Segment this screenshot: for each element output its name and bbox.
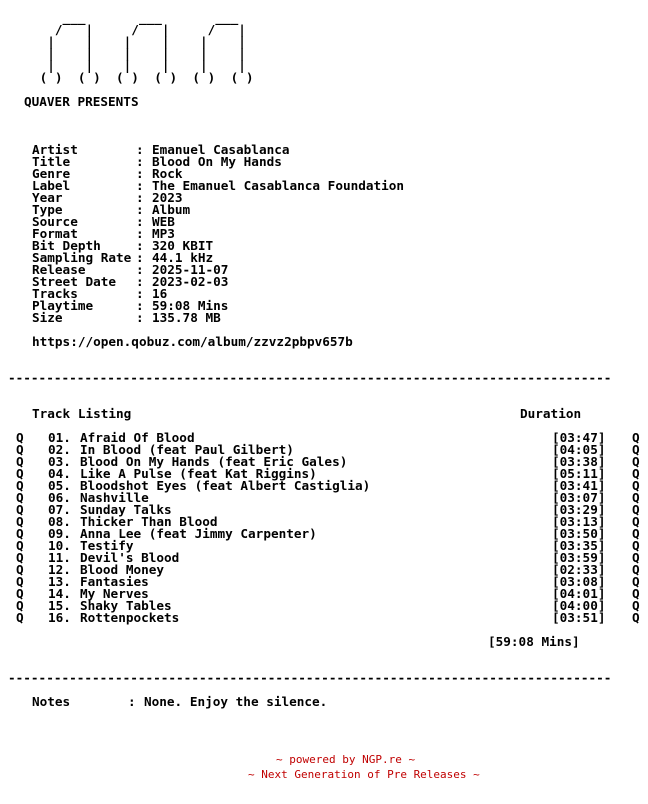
info-colon: : [136,310,144,325]
track-marker-right: Q [632,430,640,445]
track-number: 04. [48,466,71,481]
track-duration: [03:08] [552,574,606,589]
track-title: Sunday Talks [80,502,172,517]
track-number: 06. [48,490,71,505]
info-value: 44.1 kHz [152,250,214,265]
track-marker-right: Q [632,502,640,517]
track-marker-left: Q [16,598,24,613]
info-label: Playtime [32,298,94,313]
track-duration: [03:35] [552,538,606,553]
info-colon: : [136,214,144,229]
info-colon: : [136,298,144,313]
info-value: Album [152,202,191,217]
track-marker-right: Q [632,490,640,505]
info-value: 2023-02-03 [152,274,229,289]
notes-colon: : [128,694,136,709]
track-marker-left: Q [16,502,24,517]
track-marker-right: Q [632,514,640,529]
track-duration: [04:05] [552,442,606,457]
track-marker-left: Q [16,430,24,445]
track-number: 12. [48,562,71,577]
track-marker-left: Q [16,466,24,481]
info-value: Emanuel Casablanca [152,142,290,157]
info-label: Tracks [32,286,78,301]
track-title: Like A Pulse (feat Kat Riggins) [80,466,317,481]
info-label: Sampling Rate [32,250,132,265]
info-value: WEB [152,214,175,229]
track-marker-right: Q [632,538,640,553]
track-marker-left: Q [16,574,24,589]
track-title: Blood On My Hands (feat Eric Gales) [80,454,348,469]
info-colon: : [136,178,144,193]
track-number: 13. [48,574,71,589]
track-marker-right: Q [632,610,640,625]
info-value: MP3 [152,226,175,241]
separator-bottom: ------------------------------------------------------------------------------- [8,670,612,685]
track-duration: [04:00] [552,598,606,613]
info-value: 2025-11-07 [152,262,229,277]
track-marker-left: Q [16,562,24,577]
track-duration: [05:11] [552,466,606,481]
track-title: Bloodshot Eyes (feat Albert Castiglia) [80,478,371,493]
track-marker-left: Q [16,526,24,541]
total-playtime: [59:08 Mins] [488,634,580,649]
group-title: QUAVER PRESENTS [24,94,139,109]
track-marker-right: Q [632,478,640,493]
separator-top: ------------------------------------------------------------------------------- [8,370,612,385]
notes-label: Notes [32,694,71,709]
track-number: 08. [48,514,71,529]
track-marker-left: Q [16,478,24,493]
track-number: 10. [48,538,71,553]
track-number: 15. [48,598,71,613]
track-marker-right: Q [632,574,640,589]
track-number: 02. [48,442,71,457]
info-colon: : [136,250,144,265]
track-title: Nashville [80,490,149,505]
track-title: Fantasies [80,574,149,589]
track-duration: [03:50] [552,526,606,541]
info-colon: : [136,286,144,301]
info-label: Size [32,310,63,325]
info-label: Year [32,190,63,205]
info-label: Genre [32,166,71,181]
track-marker-left: Q [16,442,24,457]
info-label: Release [32,262,86,277]
track-number: 16. [48,610,71,625]
track-number: 09. [48,526,71,541]
track-marker-left: Q [16,490,24,505]
info-label: Source [32,214,78,229]
track-duration: [03:07] [552,490,606,505]
track-number: 14. [48,586,71,601]
track-marker-right: Q [632,586,640,601]
album-url[interactable]: https://open.qobuz.com/album/zzvz2pbpv657b [32,334,353,349]
track-number: 05. [48,478,71,493]
track-marker-right: Q [632,598,640,613]
track-duration: [03:51] [552,610,606,625]
info-value: Rock [152,166,183,181]
track-duration: [03:41] [552,478,606,493]
info-label: Format [32,226,78,241]
track-marker-left: Q [16,586,24,601]
track-title: Afraid Of Blood [80,430,195,445]
notes-value: None. Enjoy the silence. [144,694,328,709]
info-label: Street Date [32,274,117,289]
info-label: Artist [32,142,78,157]
info-label: Title [32,154,71,169]
track-marker-right: Q [632,526,640,541]
track-title: Anna Lee (feat Jimmy Carpenter) [80,526,317,541]
track-title: Rottenpockets [80,610,180,625]
track-marker-left: Q [16,550,24,565]
footer-powered-by: ~ powered by NGP.re ~ [276,753,416,766]
track-number: 07. [48,502,71,517]
track-duration: [03:29] [552,502,606,517]
info-value: Blood On My Hands [152,154,282,169]
track-title: Testify [80,538,134,553]
track-duration: [04:01] [552,586,606,601]
info-label: Bit Depth [32,238,101,253]
info-colon: : [136,262,144,277]
info-value: 59:08 Mins [152,298,229,313]
info-value: 2023 [152,190,183,205]
info-colon: : [136,154,144,169]
track-marker-right: Q [632,550,640,565]
track-marker-left: Q [16,610,24,625]
track-marker-right: Q [632,466,640,481]
track-marker-left: Q [16,538,24,553]
track-number: 11. [48,550,71,565]
quaver-logo-art: ___ ___ ___ / | / | / | | | | | | | | | | | | | | | | | | | ( ) ( ) ( ) ( ) ( ) ( ) [39,10,254,85]
info-value: 16 [152,286,168,301]
track-duration: [03:38] [552,454,606,469]
tracklist-heading: Track Listing [32,406,132,421]
info-colon: : [136,142,144,157]
info-value: 135.78 MB [152,310,221,325]
track-title: My Nerves [80,586,149,601]
track-duration: [03:47] [552,430,606,445]
info-colon: : [136,238,144,253]
track-marker-left: Q [16,514,24,529]
track-marker-left: Q [16,454,24,469]
track-number: 03. [48,454,71,469]
info-colon: : [136,274,144,289]
info-label: Label [32,178,71,193]
track-duration: [03:59] [552,550,606,565]
info-colon: : [136,202,144,217]
footer-tagline: ~ Next Generation of Pre Releases ~ [248,768,480,781]
duration-heading: Duration [520,406,582,421]
info-value: The Emanuel Casablanca Foundation [152,178,405,193]
track-title: Shaky Tables [80,598,172,613]
info-value: 320 KBIT [152,238,214,253]
track-number: 01. [48,430,71,445]
track-title: Devil's Blood [80,550,180,565]
track-duration: [02:33] [552,562,606,577]
track-duration: [03:13] [552,514,606,529]
info-colon: : [136,166,144,181]
track-title: Blood Money [80,562,165,577]
info-colon: : [136,226,144,241]
info-colon: : [136,190,144,205]
track-title: In Blood (feat Paul Gilbert) [80,442,294,457]
track-title: Thicker Than Blood [80,514,218,529]
track-marker-right: Q [632,562,640,577]
info-label: Type [32,202,63,217]
track-marker-right: Q [632,454,640,469]
track-marker-right: Q [632,442,640,457]
